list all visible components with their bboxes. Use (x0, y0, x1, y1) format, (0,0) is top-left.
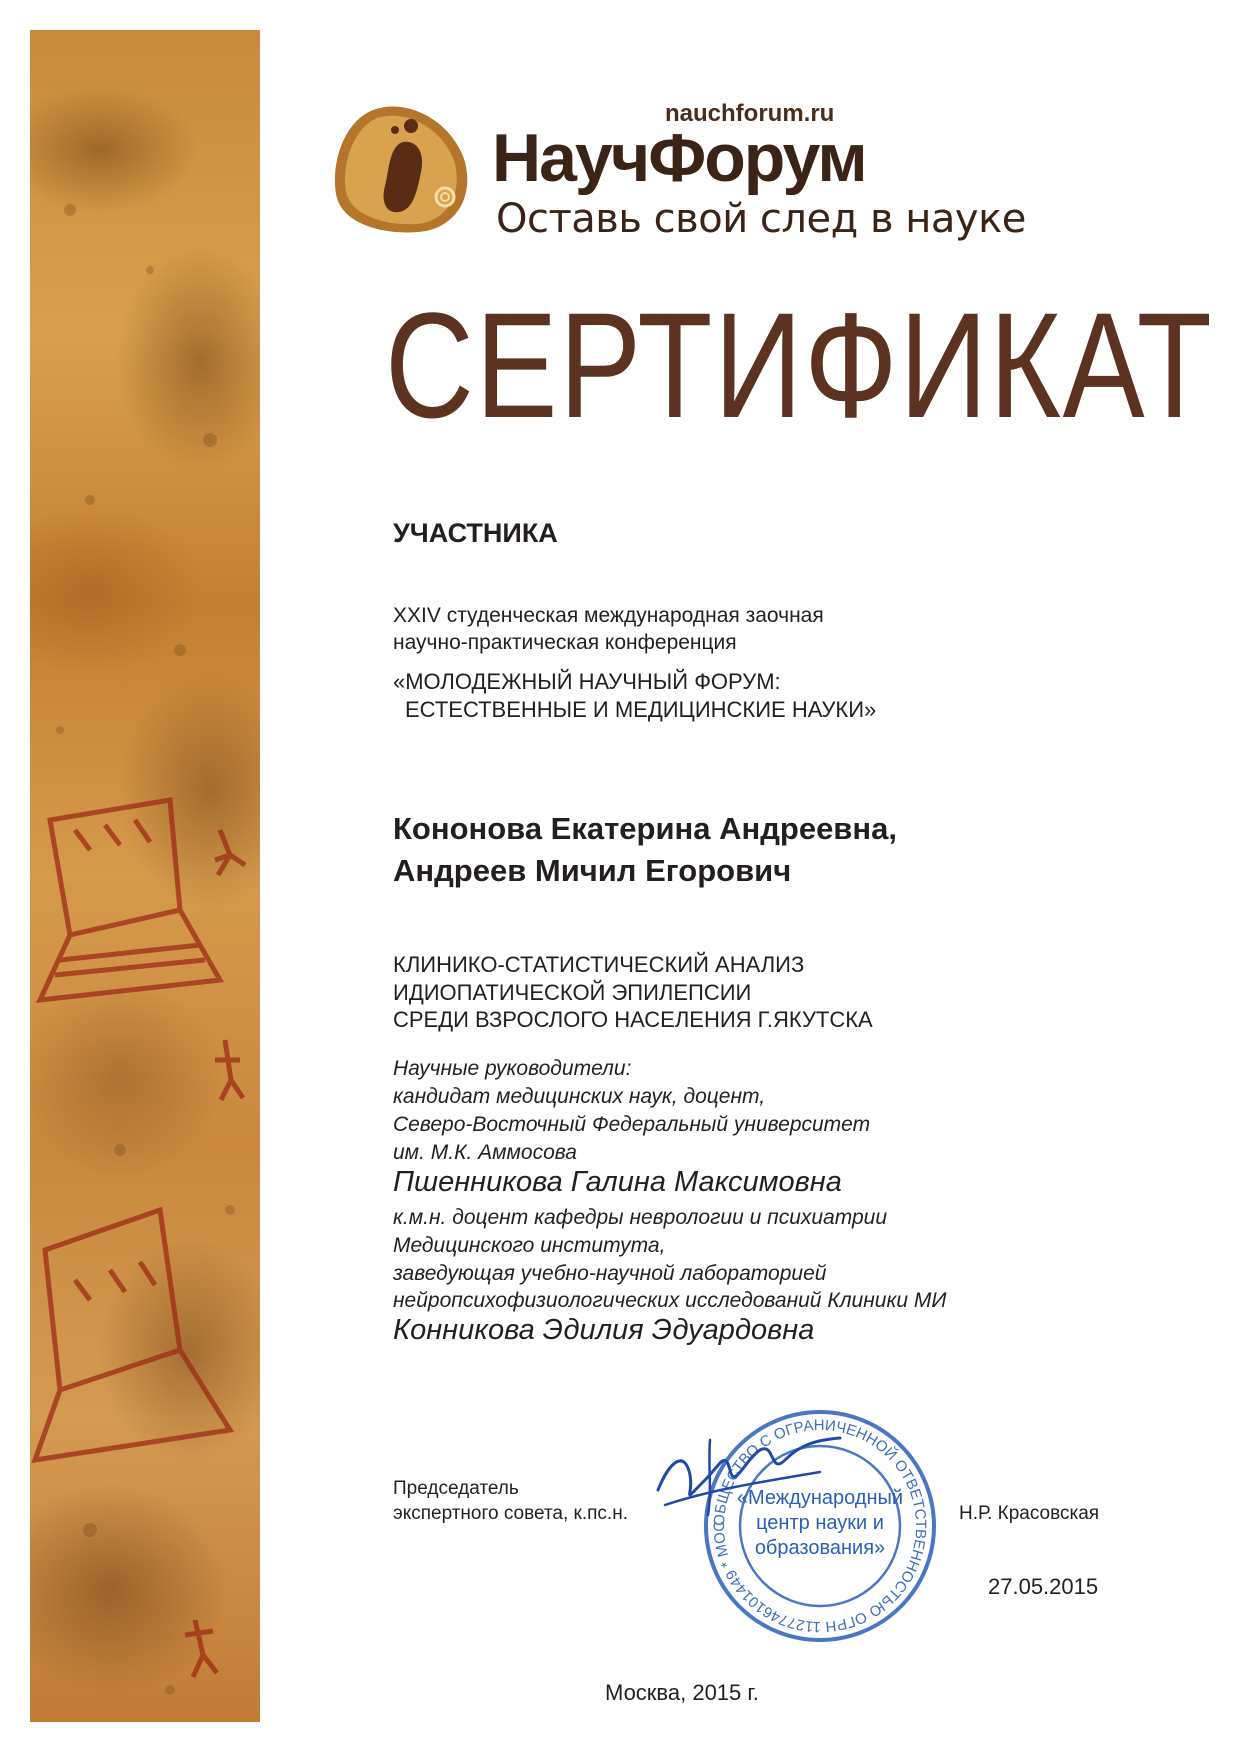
nauchforum-logo-icon (333, 102, 473, 242)
stamp-center-line: образования» (754, 1537, 886, 1559)
issue-date: 27.05.2015 (988, 1574, 1099, 1599)
supervisor-detail: им. М.К. Аммосова (393, 1141, 577, 1164)
supervisor-detail: нейропсихофизиологических исследований Клиники МИ (393, 1289, 947, 1312)
handwritten-signature (650, 1420, 850, 1535)
supervisor-detail: Медицинского института, (393, 1234, 666, 1257)
certificate-title: СЕРТИФИКАТ (385, 281, 1214, 449)
author-name: Кононова Екатерина Андреевна, (393, 811, 897, 846)
supervisor-name: Конникова Эдилия Эдуардовна (393, 1314, 815, 1346)
participant-label: УЧАСТНИКА (393, 518, 558, 548)
logo-url: nauchforum.ru (665, 100, 835, 127)
author-name: Андреев Мичил Егорович (393, 853, 792, 888)
stamp-ring-text: ОБЩЕСТВО С ОГРАНИЧЕННОЙ ОТВЕТСТВЕННОСТЬЮ ОГРН 1127746101449 * МОС (710, 1416, 930, 1636)
conference-name-line-1: «МОЛОДЕЖНЫЙ НАУЧНЫЙ ФОРУМ: (393, 669, 781, 694)
supervisor-detail: заведующая учебно-научной лабораторией (393, 1262, 827, 1285)
supervisor-detail: к.м.н. доцент кафедры неврологии и психиатрии (393, 1206, 888, 1229)
chair-name: Н.Р. Красовская (959, 1503, 1100, 1524)
supervisors-heading: Научные руководители: (393, 1057, 632, 1080)
conference-line-2: научно-практическая конференция (393, 631, 737, 654)
supervisor-detail: кандидат медицинских наук, доцент, (393, 1085, 766, 1108)
topic-line: ИДИОПАТИЧЕСКОЙ ЭПИЛЕПСИИ (393, 980, 752, 1005)
stamp-center-line: центр науки и (756, 1512, 884, 1534)
chair-title-line-2: экспертного совета, к.пс.н. (393, 1503, 628, 1524)
decorative-side-strip (30, 30, 260, 1722)
conference-name-line-2: ЕСТЕСТВЕННЫЕ И МЕДИЦИНСКИЕ НАУКИ» (405, 697, 877, 722)
supervisor-detail: Северо-Восточный Федеральный университет (393, 1113, 871, 1136)
rock-art-drawings (30, 30, 260, 1722)
topic-line: КЛИНИКО-СТАТИСТИЧЕСКИЙ АНАЛИЗ (393, 952, 805, 977)
conference-line-1: XXIV студенческая международная заочная (393, 604, 824, 627)
topic-line: СРЕДИ ВЗРОСЛОГО НАСЕЛЕНИЯ Г.ЯКУТСКА (393, 1007, 873, 1032)
supervisor-name: Пшенникова Галина Максимовна (393, 1166, 842, 1198)
logo-slogan: Оставь свой след в науке (496, 196, 1026, 242)
logo-brand-name: НаучФорум (492, 120, 866, 196)
city-year: Москва, 2015 г. (605, 1680, 759, 1705)
stamp-center-line: «Международный (736, 1487, 904, 1509)
chair-title-line-1: Председатель (393, 1478, 519, 1499)
